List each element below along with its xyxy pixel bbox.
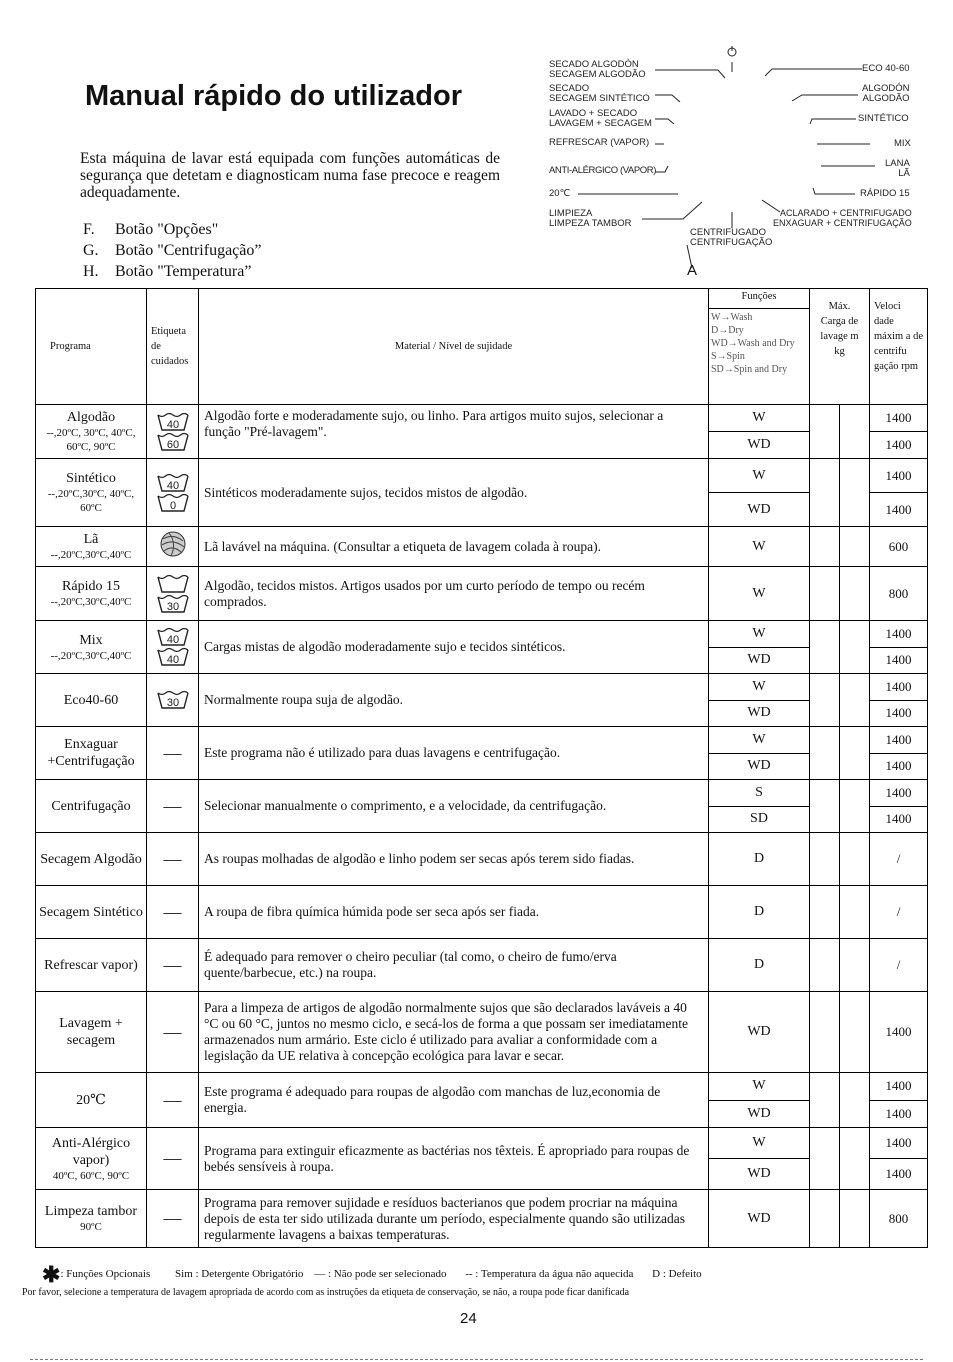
dial-label-rapido: RÁPIDO 15	[860, 188, 910, 199]
dial-letter-a: A	[687, 262, 698, 279]
program-name-cell	[36, 459, 147, 527]
header-functions: Funções	[709, 289, 809, 309]
function-code: W	[709, 621, 810, 648]
function-code: W	[709, 1073, 810, 1101]
wash-tub-icon	[156, 647, 190, 667]
max-load-cell	[810, 833, 840, 886]
program-description: Cargas mistas de algodão moderadamente sujo e tecidos sintéticos.	[199, 621, 709, 674]
program-name: Lavagem + secagem	[59, 1016, 123, 1048]
button-list	[83, 219, 261, 282]
svg-text:40: 40	[166, 418, 179, 431]
program-description: Programa para extinguir eficazmente as bactérias nos têxteis. É apropriado para roupas de bebés sensíveis à roupa.	[199, 1128, 709, 1190]
header-label: Etiqueta de cuidados	[147, 289, 199, 405]
header-max-load: Máx. Carga de lavage m kg	[810, 289, 870, 405]
function-code: W	[709, 405, 810, 432]
program-description: Algodão forte e moderadamente sujo, ou linho. Para artigos muito sujos, selecionar a função "Pré-lavagem".	[199, 405, 709, 459]
program-temps: --,20ºC,30ºC,40ºC	[50, 596, 132, 608]
max-spin-speed: 1400	[870, 459, 928, 493]
svg-text:30: 30	[166, 697, 179, 709]
care-label-cell	[147, 674, 199, 727]
program-name: Limpeza tambor	[44, 1204, 138, 1219]
table-row	[36, 886, 928, 939]
care-label-cell	[147, 621, 199, 674]
max-load-cell	[810, 727, 840, 780]
max-spin-speed: 1400	[870, 753, 928, 780]
care-label-cell	[147, 939, 199, 992]
care-label-cell	[147, 1190, 199, 1248]
max-load-cell	[840, 1073, 870, 1128]
table-row	[36, 405, 928, 432]
functions-legend: W→Wash D→Dry WD→Wash and Dry S→Spin SD→Spin and Dry	[711, 312, 795, 375]
max-load-cell	[810, 1190, 840, 1248]
max-spin-speed: 1400	[870, 1159, 928, 1190]
care-label-cell	[147, 727, 199, 780]
program-name: Secagem Sintético	[39, 904, 143, 920]
max-load-cell	[840, 886, 870, 939]
wash-tub-icon	[156, 690, 190, 710]
program-name-cell	[36, 1073, 147, 1128]
program-name: Centrifugação	[51, 798, 131, 814]
max-load-cell	[810, 621, 840, 674]
table-row	[36, 992, 928, 1073]
program-name: Secagem Algodão	[40, 851, 142, 867]
table-row	[36, 459, 928, 493]
function-code: D	[709, 939, 810, 992]
footer-note: Por favor, selecione a temperatura de lavagem apropriada de acordo com as instruções da etiqueta de conservação, se não, a roupa pode ficar danificada	[22, 1287, 630, 1298]
max-load-cell	[840, 939, 870, 992]
program-name: 20℃	[76, 1092, 106, 1108]
max-load-cell	[810, 527, 840, 567]
function-code: W	[709, 674, 810, 701]
dial-label-secagem-algodao: SECADO ALGODÓN SECAGEM ALGODÃO	[549, 59, 646, 80]
max-spin-speed: 1400	[870, 405, 928, 432]
program-description: Normalmente roupa suja de algodão.	[199, 674, 709, 727]
dial-label-refrescar: REFRESCAR (VAPOR)	[549, 137, 650, 148]
max-load-cell	[810, 992, 840, 1073]
program-name-cell	[36, 833, 147, 886]
program-name-cell	[36, 405, 147, 459]
dash-icon: —	[163, 742, 182, 763]
max-spin-speed: 1400	[870, 700, 928, 727]
program-description: Selecionar manualmente o comprimento, e a velocidade, da centrifugação.	[199, 780, 709, 833]
legend-cold: -- : Temperatura da água não aquecida	[465, 1268, 634, 1280]
max-spin-speed: 1400	[870, 806, 928, 833]
dial-label-secagem-sintetico: SECADO SECAGEM SINTÉTICO	[549, 83, 650, 104]
max-spin-speed: 800	[870, 1190, 928, 1248]
care-label-cell	[147, 780, 199, 833]
wash-tub-icon	[156, 432, 190, 452]
dial-label-limpeza-tambor: LIMPIEZA LIMPEZA TAMBOR	[549, 208, 632, 229]
program-name-cell	[36, 527, 147, 567]
program-name: Enxaguar +Centrifugação	[47, 737, 135, 769]
max-load-cell	[810, 939, 840, 992]
wash-tub-icon	[156, 627, 190, 647]
max-spin-speed: 1400	[870, 780, 928, 807]
max-load-cell	[810, 405, 840, 459]
function-code: SD	[709, 806, 810, 833]
bottom-divider	[30, 1359, 923, 1360]
program-name-cell	[36, 886, 147, 939]
max-spin-speed: 1400	[870, 621, 928, 648]
wash-tub-icon	[156, 412, 190, 432]
max-spin-speed: 1400	[870, 1073, 928, 1101]
function-code: WD	[709, 1100, 810, 1128]
max-spin-speed: 1400	[870, 1100, 928, 1128]
care-label-cell	[147, 1128, 199, 1190]
max-load-cell	[810, 1073, 840, 1128]
function-code: WD	[709, 1190, 810, 1248]
wash-tub-icon	[156, 574, 190, 594]
legend-dash: : Não pode ser selecionado	[327, 1268, 447, 1280]
program-name-cell	[36, 780, 147, 833]
function-code: WD	[709, 753, 810, 780]
function-code: W	[709, 727, 810, 754]
function-code: D	[709, 833, 810, 886]
program-name-cell	[36, 1128, 147, 1190]
care-label-cell	[147, 567, 199, 621]
header-max-speed: Veloci dade máxim a de centrifu gação rpm	[870, 289, 928, 405]
max-load-cell	[840, 780, 870, 833]
table-row	[36, 939, 928, 992]
svg-text:60: 60	[166, 438, 179, 451]
dial-label-centrifugacao: CENTRIFUGADO CENTRIFUGAÇÃO	[690, 227, 773, 248]
table-row	[36, 780, 928, 807]
wash-tub-icon	[156, 473, 190, 493]
header-functions-cell	[709, 289, 810, 405]
max-load-cell	[840, 992, 870, 1073]
wash-tub-icon	[156, 594, 190, 614]
svg-text:40: 40	[166, 654, 179, 666]
program-temps: 40ºC, 60ºC, 90ºC	[52, 1169, 130, 1182]
program-temps: --,20ºC,30ºC,40ºC	[50, 549, 132, 561]
program-name-cell	[36, 674, 147, 727]
dash-icon: —	[163, 795, 182, 816]
table-row	[36, 527, 928, 567]
intro-paragraph: Esta máquina de lavar está equipada com funções automáticas de segurança que detetam e diagnosticam numa fase precoce e reagem adequadamente.	[80, 150, 500, 201]
max-load-cell	[840, 459, 870, 527]
legend-optional: : Funções Opcionais	[60, 1268, 151, 1280]
max-load-cell	[840, 621, 870, 674]
wool-ball-icon	[157, 529, 189, 559]
care-label-cell	[147, 833, 199, 886]
function-code: WD	[709, 493, 810, 527]
max-spin-speed: 600	[870, 527, 928, 567]
dial-label-la: LANA LÃ	[885, 158, 910, 179]
max-load-cell	[840, 1128, 870, 1190]
dash-icon: —	[163, 848, 182, 869]
max-load-cell	[810, 674, 840, 727]
dash-icon: —	[163, 1208, 182, 1228]
button-item-h: H. Botão "Temperatura”	[83, 263, 252, 280]
function-code: W	[709, 459, 810, 493]
program-temps: --,20ºC,30ºC,40ºC	[50, 649, 132, 662]
function-code: WD	[709, 700, 810, 727]
header-material: Material / Nível de sujidade	[199, 289, 709, 405]
program-name-cell	[36, 1190, 147, 1248]
program-name-cell	[36, 567, 147, 621]
max-spin-speed: /	[870, 886, 928, 939]
svg-text:0: 0	[169, 499, 176, 512]
program-name-cell	[36, 621, 147, 674]
legend-sim: Sim : Detergente Obrigatório	[175, 1268, 304, 1280]
table-body	[36, 405, 928, 1248]
care-label-cell	[147, 527, 199, 567]
program-name: Lã	[83, 532, 99, 547]
dash-icon: —	[163, 1089, 182, 1110]
max-spin-speed: 1400	[870, 432, 928, 459]
function-code: S	[709, 780, 810, 807]
max-load-cell	[840, 833, 870, 886]
program-description: Para a limpeza de artigos de algodão normalmente sujos que são declarados laváveis a 40 °C ou 60 °C, juntos no mesmo ciclo, e secá-los de forma a que possam ser imediatamente armazenados num armário. Este ciclo é utilizado para avaliar a conformidade com a legislação da UE relativa à concepção ecológica para lavar e secar.	[199, 992, 709, 1073]
header-program: Programa	[36, 289, 147, 405]
table-row	[36, 1128, 928, 1159]
care-label-cell	[147, 459, 199, 527]
dial-label-anti-alergico: ANTI-ALÉRGICO (VAPOR)	[549, 165, 657, 176]
dash-icon: —	[163, 1148, 182, 1168]
page-number: 24	[460, 1310, 477, 1327]
program-name-cell	[36, 939, 147, 992]
dial-label-20c: 20℃	[549, 188, 571, 199]
svg-text:40: 40	[166, 634, 179, 646]
program-description: Este programa não é utilizado para duas lavagens e centrifugação.	[199, 727, 709, 780]
asterisk-icon: ✱	[42, 1262, 61, 1287]
max-load-cell	[840, 567, 870, 621]
max-spin-speed: 800	[870, 567, 928, 621]
program-name: Refrescar vapor)	[44, 957, 138, 973]
max-load-cell	[840, 727, 870, 780]
max-load-cell	[810, 780, 840, 833]
max-spin-speed: 1400	[870, 493, 928, 527]
table-header-row	[36, 289, 928, 405]
table-row	[36, 621, 928, 648]
max-spin-speed: /	[870, 833, 928, 886]
program-name: Anti-Alérgico vapor)	[51, 1135, 131, 1168]
program-name-cell	[36, 992, 147, 1073]
program-name: Eco40-60	[63, 692, 119, 708]
max-spin-speed: 1400	[870, 727, 928, 754]
program-description: Programa para remover sujidade e resíduos bacterianos que podem procriar na máquina depois de esta ter sido utilizada durante um período, especialmente quando são utilizadas regularmente lavagens a baixas temperaturas.	[199, 1190, 709, 1248]
program-dial-diagram	[540, 40, 920, 285]
function-code: WD	[709, 1159, 810, 1190]
program-description: As roupas molhadas de algodão e linho podem ser secas após terem sido fiadas.	[199, 833, 709, 886]
max-load-cell	[840, 527, 870, 567]
table-row	[36, 567, 928, 621]
function-code: WD	[709, 647, 810, 674]
max-load-cell	[840, 674, 870, 727]
dial-label-sintetico: SINTÉTICO	[858, 113, 909, 124]
care-label-cell	[147, 886, 199, 939]
wash-tub-icon	[156, 493, 190, 513]
footer-legend	[42, 1262, 702, 1288]
svg-text:30: 30	[166, 600, 179, 613]
max-spin-speed: /	[870, 939, 928, 992]
max-spin-speed: 1400	[870, 674, 928, 701]
max-load-cell	[840, 405, 870, 459]
care-label-cell	[147, 992, 199, 1073]
function-code: WD	[709, 992, 810, 1073]
max-load-cell	[840, 1190, 870, 1248]
program-name: Sintético	[66, 471, 116, 486]
program-description: A roupa de fibra química húmida pode ser seca após ser fiada.	[199, 886, 709, 939]
program-table	[35, 288, 928, 1248]
max-spin-speed: 1400	[870, 992, 928, 1073]
program-description: Sintéticos moderadamente sujos, tecidos mistos de algodão.	[199, 459, 709, 527]
function-code: D	[709, 886, 810, 939]
legend-default: D : Defeito	[652, 1268, 702, 1280]
program-description: Algodão, tecidos mistos. Artigos usados por um curto período de tempo ou recém comprados.	[199, 567, 709, 621]
function-code: WD	[709, 432, 810, 459]
dash-icon: —	[163, 901, 182, 922]
dash-icon: —	[163, 954, 182, 975]
table-row	[36, 833, 928, 886]
program-name: Mix	[79, 632, 103, 648]
max-load-cell	[810, 886, 840, 939]
program-name: Rápido 15	[62, 579, 120, 594]
power-icon	[728, 46, 736, 56]
care-label-cell	[147, 1073, 199, 1128]
program-temps: 90ºC	[80, 1221, 102, 1233]
table-row	[36, 1073, 928, 1101]
program-name: Algodão	[66, 410, 116, 425]
dash-icon: —	[163, 1021, 182, 1042]
table-row	[36, 1190, 928, 1248]
page-title: Manual rápido do utilizador	[85, 80, 462, 112]
button-item-g: G. Botão "Centrifugação”	[83, 242, 262, 259]
dial-label-algodao: ALGODÓN ALGODÃO	[862, 83, 910, 104]
program-description: Lã lavável na máquina. (Consultar a etiqueta de lavagem colada à roupa).	[199, 527, 709, 567]
svg-text:40: 40	[166, 479, 179, 492]
dial-label-lavagem-secagem: LAVADO + SECADO LAVAGEM + SECAGEM	[549, 108, 652, 129]
max-spin-speed: 1400	[870, 1128, 928, 1159]
max-load-cell	[810, 1128, 840, 1190]
care-label-cell	[147, 405, 199, 459]
button-item-f: F. Botão "Opções"	[83, 221, 219, 238]
program-temps: --,20ºC, 30ºC, 40ºC, 60ºC, 90ºC	[46, 427, 136, 453]
max-load-cell	[810, 567, 840, 621]
function-code: W	[709, 567, 810, 621]
table-row	[36, 674, 928, 701]
program-temps: --,20ºC,30ºC, 40ºC, 60ºC	[47, 488, 135, 514]
dial-label-enxaguar: ACLARADO + CENTRIFUGADO ENXAGUAR + CENTRIFUGAÇÃO	[773, 208, 912, 228]
dial-label-mix: MIX	[894, 138, 911, 149]
dial-label-eco: ECO 40-60	[862, 63, 910, 74]
table-row	[36, 727, 928, 754]
program-description: É adequado para remover o cheiro peculiar (tal como, o cheiro de fumo/erva quente/barbecue, etc.) na roupa.	[199, 939, 709, 992]
program-name-cell	[36, 727, 147, 780]
max-spin-speed: 1400	[870, 647, 928, 674]
max-load-cell	[810, 459, 840, 527]
function-code: W	[709, 527, 810, 567]
dash-icon: —	[314, 1268, 326, 1280]
function-code: W	[709, 1128, 810, 1159]
program-description: Este programa é adequado para roupas de algodão com manchas de luz,economia de energia.	[199, 1073, 709, 1128]
